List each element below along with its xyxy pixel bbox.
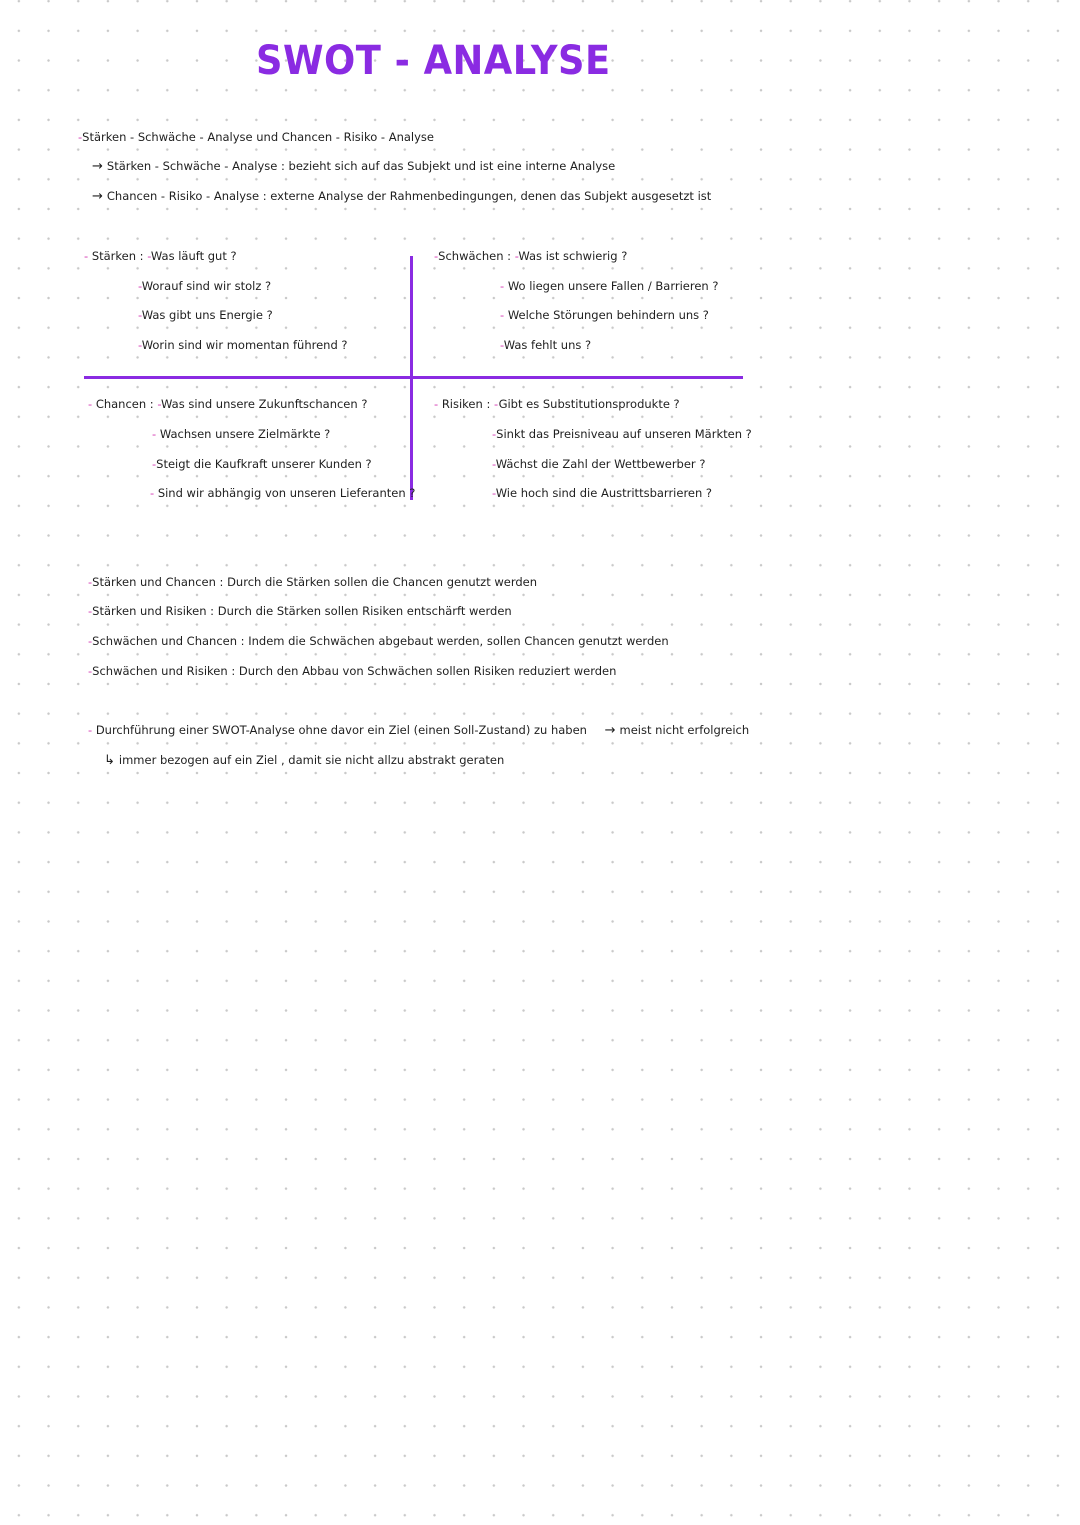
conclusion-line-1: Durchführung einer SWOT-Analyse ohne davor ein Ziel (einen Soll-Zustand) zu haben — [95, 723, 587, 737]
bullet-dash: - — [434, 249, 439, 263]
bullet-dash: - — [138, 338, 142, 352]
quadrant-risiken-item-1: Gibt es Substitutionsprodukte ? — [498, 397, 680, 411]
bullet-dash: - — [514, 249, 519, 263]
quadrant-staerken-item-2: Worauf sind wir stolz ? — [141, 279, 272, 293]
intro-line-2-label: Chancen - Risiko - Analyse : — [106, 189, 267, 203]
bullet-dash: - — [84, 249, 89, 263]
arrow-right-icon: → — [604, 723, 616, 738]
quadrant-chancen-row-2 — [152, 427, 330, 441]
bullet-dash: - — [492, 427, 497, 441]
quadrant-staerken-row-3 — [138, 308, 273, 322]
bullet-dash: - — [492, 486, 496, 500]
combination-text: Durch die Stärken sollen Risiken entschärft werden — [217, 604, 512, 618]
bullet-dash: - — [500, 279, 505, 293]
quadrant-risiken-item-3: Wächst die Zahl der Wettbewerber ? — [495, 457, 706, 471]
quadrant-risiken-item-4: Wie hoch sind die Austrittsbarrieren ? — [495, 486, 713, 500]
bullet-dash: - — [88, 397, 93, 411]
combination-text: Indem die Schwächen abgebaut werden, sollen Chancen genutzt werden — [248, 634, 669, 648]
bullet-dash: - — [152, 457, 157, 471]
quadrant-schwaechen-item-3: Welche Störungen behindern uns ? — [507, 308, 709, 322]
quadrant-staerken-row-4 — [138, 338, 348, 352]
quadrant-risiken-row-1 — [434, 397, 680, 411]
bullet-dash: - — [88, 604, 93, 618]
arrow-right-icon: → — [92, 189, 103, 204]
bullet-dash: - — [88, 664, 93, 678]
intro-heading: Stärken - Schwäche - Analyse und Chancen - Risiko - Analyse — [82, 130, 434, 144]
conclusion-result: meist nicht erfolgreich — [619, 723, 750, 737]
arrow-right-icon: → — [92, 159, 103, 174]
quadrant-staerken-label: Stärken : — [91, 249, 144, 263]
combination-row-2 — [88, 604, 512, 618]
quadrant-risiken-row-4 — [492, 486, 712, 500]
bullet-dash: - — [88, 634, 93, 648]
combination-text: Durch die Stärken sollen die Chancen genutzt werden — [227, 575, 538, 589]
bullet-dash: - — [147, 249, 151, 263]
quadrant-staerken-item-1: Was läuft gut ? — [150, 249, 237, 263]
quadrant-chancen-row-3 — [152, 457, 372, 471]
bullet-dash: - — [88, 575, 93, 589]
intro-line-2-text: externe Analyse der Rahmenbedingungen, denen das Subjekt ausgesetzt ist — [270, 189, 712, 203]
combination-label: Schwächen und Chancen : — [92, 634, 245, 648]
quadrant-chancen-item-4: Sind wir abhängig von unseren Lieferanten ? — [157, 486, 416, 500]
conclusion-row-2 — [104, 753, 504, 768]
quadrant-risiken-row-3 — [492, 457, 705, 471]
bullet-dash: - — [434, 397, 439, 411]
bullet-dash: - — [500, 308, 505, 322]
quadrant-schwaechen-row-2 — [500, 279, 718, 293]
quadrant-staerken-row-2 — [138, 279, 271, 293]
bullet-dash: - — [493, 397, 499, 411]
conclusion-line-2: immer bezogen auf ein Ziel , damit sie nicht allzu abstrakt geraten — [118, 753, 505, 767]
quadrant-schwaechen-row-1 — [434, 249, 627, 263]
quadrant-risiken-row-2 — [492, 427, 752, 441]
bullet-dash: - — [150, 486, 155, 500]
combination-label: Stärken und Chancen : — [92, 575, 224, 589]
intro-heading-row — [78, 130, 434, 144]
bullet-dash: - — [138, 279, 142, 293]
intro-line-1-label: Stärken - Schwäche - Analyse : — [106, 159, 285, 173]
quadrant-risiken-item-2: Sinkt das Preisniveau auf unseren Märkten ? — [496, 427, 752, 441]
combination-row-3 — [88, 634, 669, 648]
bullet-dash: - — [500, 338, 504, 352]
quadrant-schwaechen-row-3 — [500, 308, 709, 322]
matrix-horizontal-divider — [84, 376, 743, 379]
quadrant-staerken-item-4: Worin sind wir momentan führend ? — [141, 338, 348, 352]
quadrant-chancen-item-2: Wachsen unsere Zielmärkte ? — [159, 427, 331, 441]
bullet-dash: - — [157, 397, 162, 411]
bullet-dash: - — [492, 457, 496, 471]
bullet-dash: - — [138, 308, 142, 322]
combination-row-4 — [88, 664, 616, 678]
combination-label: Stärken und Risiken : — [92, 604, 215, 618]
quadrant-staerken-item-3: Was gibt uns Energie ? — [141, 308, 273, 322]
quadrant-schwaechen-item-1: Was ist schwierig ? — [518, 249, 628, 263]
arrow-return-icon: ↳ — [104, 753, 115, 768]
quadrant-schwaechen-item-4: Was fehlt uns ? — [503, 338, 592, 352]
intro-line-1-text: bezieht sich auf das Subjekt und ist eine interne Analyse — [288, 159, 616, 173]
combination-row-1 — [88, 575, 537, 589]
quadrant-schwaechen-label: Schwächen : — [438, 249, 512, 263]
quadrant-schwaechen-item-2: Wo liegen unsere Fallen / Barrieren ? — [507, 279, 719, 293]
page-title: SWOT - ANALYSE — [256, 38, 611, 84]
bullet-dash: - — [152, 427, 157, 441]
intro-line-1 — [92, 159, 615, 174]
combination-text: Durch den Abbau von Schwächen sollen Risiken reduziert werden — [238, 664, 617, 678]
bullet-dash: - — [78, 130, 83, 144]
quadrant-chancen-item-3: Steigt die Kaufkraft unserer Kunden ? — [156, 457, 372, 471]
quadrant-staerken-row-1 — [84, 249, 237, 263]
quadrant-risiken-label: Risiken : — [441, 397, 491, 411]
quadrant-chancen-row-1 — [88, 397, 367, 411]
conclusion-row-1 — [88, 723, 749, 738]
quadrant-chancen-label: Chancen : — [95, 397, 154, 411]
quadrant-chancen-item-1: Was sind unsere Zukunftschancen ? — [161, 397, 368, 411]
intro-line-2 — [92, 189, 711, 204]
quadrant-chancen-row-4 — [150, 486, 415, 500]
combination-label: Schwächen und Risiken : — [92, 664, 236, 678]
quadrant-schwaechen-row-4 — [500, 338, 591, 352]
bullet-dash: - — [88, 723, 93, 737]
